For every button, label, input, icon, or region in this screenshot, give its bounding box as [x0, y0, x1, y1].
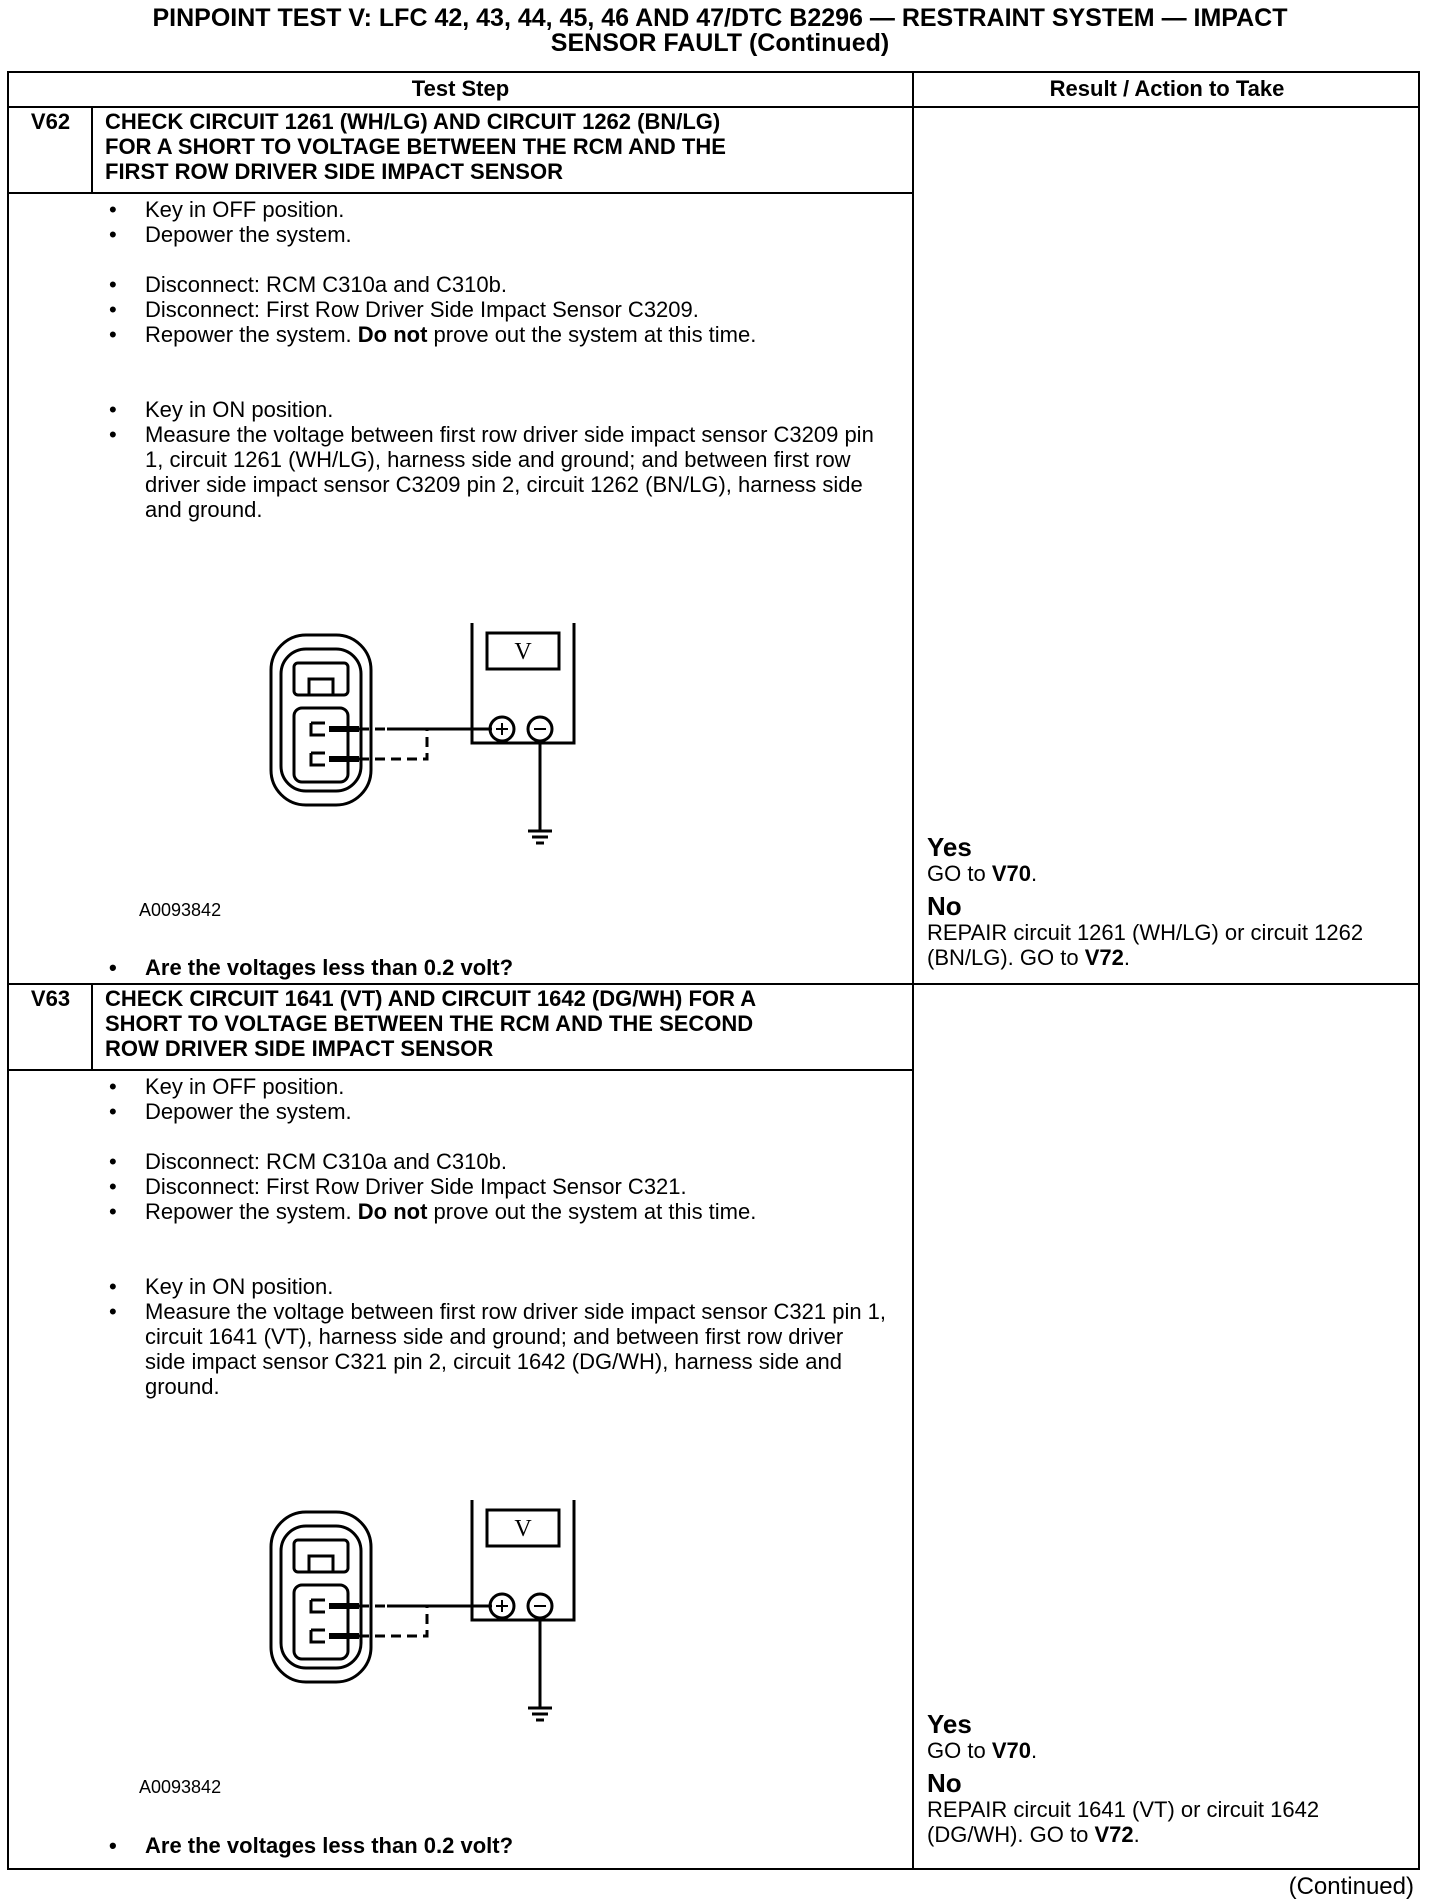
instruction-item: • Depower the system. — [109, 1099, 889, 1124]
yes-label: Yes — [927, 1709, 972, 1739]
step-result — [927, 1710, 1407, 1853]
no-label: No — [927, 1768, 962, 1798]
result-no: No REPAIR circuit 1261 (WH/LG) or circuit 1262 (BN/LG). GO to V72. — [927, 892, 1407, 970]
ground-icon — [528, 831, 552, 843]
no-text: REPAIR circuit 1641 (VT) or circuit 1642 (DG/WH). GO to — [927, 1797, 1320, 1847]
yes-text: GO to — [927, 1738, 986, 1763]
step-question — [109, 955, 513, 981]
result-no: No REPAIR circuit 1641 (VT) or circuit 1642 (DG/WH). GO to V72. — [927, 1769, 1407, 1847]
instruction-item: • Disconnect: RCM C310a and C310b. — [109, 272, 889, 297]
ground-icon — [528, 1708, 552, 1720]
probe-icon — [329, 1606, 359, 1636]
instruction-item: • Disconnect: RCM C310a and C310b. — [109, 1149, 889, 1174]
instruction-item: • Key in ON position. — [109, 397, 889, 422]
instruction-item: • Disconnect: First Row Driver Side Impact Sensor C321. — [109, 1174, 889, 1199]
instruction-item — [109, 1199, 889, 1224]
instruction-item: • Disconnect: First Row Driver Side Impact Sensor C3209. — [109, 297, 889, 322]
no-label: No — [927, 891, 962, 921]
continued-note: (Continued) — [1288, 1873, 1414, 1900]
no-target-link[interactable]: V72 — [1084, 945, 1124, 970]
instruction-item: • Key in OFF position. — [109, 1074, 889, 1099]
instruction-text: prove out the system at this time. — [433, 322, 757, 347]
step-title-line: SHORT TO VOLTAGE BETWEEN THE RCM AND THE SECOND — [105, 1011, 754, 1036]
header-divider — [9, 106, 1420, 108]
step-title-line: CHECK CIRCUIT 1641 (VT) AND CIRCUIT 1642 (DG/WH) FOR A — [105, 986, 757, 1011]
result-yes: Yes GO to V70. — [927, 1710, 1407, 1763]
instruction-emphasis: Do not — [357, 1199, 428, 1224]
step-id: V63 — [30, 986, 71, 1011]
page-title — [0, 6, 1440, 56]
step-instructions — [109, 197, 889, 522]
column-divider — [912, 73, 914, 1868]
voltmeter-diagram — [259, 1500, 629, 1740]
instruction-text: Repower the system. — [145, 322, 352, 347]
yes-text: GO to — [927, 861, 986, 886]
meter-label: V — [514, 639, 532, 665]
question-text: Are the voltages less than 0.2 volt? — [145, 955, 514, 980]
step-question — [109, 1833, 513, 1859]
instruction-emphasis: Do not — [357, 322, 428, 347]
figure-id: A0093842 — [139, 900, 222, 920]
yes-target-link[interactable]: V70 — [991, 861, 1031, 886]
step-title — [105, 109, 726, 184]
header-test-step: Test Step — [411, 76, 510, 101]
page-title-line-1: PINPOINT TEST V: LFC 42, 43, 44, 45, 46 AND 47/DTC B2296 — RESTRAINT SYSTEM — IMPACT — [152, 4, 1288, 32]
voltmeter-diagram — [259, 623, 629, 863]
meter-label: V — [514, 1516, 532, 1542]
step-result — [927, 833, 1407, 976]
step-title — [105, 986, 756, 1061]
probe-icon — [329, 729, 359, 759]
yes-label: Yes — [927, 832, 972, 862]
figure-id: A0093842 — [139, 1777, 222, 1797]
instruction-item: • Depower the system. — [109, 222, 889, 247]
step-title-line: FOR A SHORT TO VOLTAGE BETWEEN THE RCM AND THE — [105, 134, 726, 159]
no-text: REPAIR circuit 1261 (WH/LG) or circuit 1262 (BN/LG). GO to — [927, 920, 1364, 970]
instruction-item — [109, 322, 889, 347]
page-title-line-2: SENSOR FAULT (Continued) — [550, 29, 890, 57]
yes-target-link[interactable]: V70 — [991, 1738, 1031, 1763]
instruction-text: Repower the system. — [145, 1199, 352, 1224]
instruction-item: • Measure the voltage between first row driver side impact sensor C321 pin 1, circuit 1641 (VT), harness side and ground; and between first row driver side impact sensor C321 pin 2, circuit 1642 (DG/WH), harness side and ground. — [109, 1299, 889, 1399]
step-divider — [9, 983, 1420, 985]
no-target-link[interactable]: V72 — [1094, 1822, 1134, 1847]
step-instructions — [109, 1074, 889, 1399]
instruction-item: • Measure the voltage between first row driver side impact sensor C3209 pin 1, circuit 1261 (WH/LG), harness side and ground; and between first row driver side impact sensor C3209 pin 2, circuit 1262 (BN/LG), harness side and ground. — [109, 422, 889, 522]
step-title-divider — [9, 1069, 912, 1071]
instruction-item: • Key in OFF position. — [109, 197, 889, 222]
step-title-divider — [9, 192, 912, 194]
instruction-item: • Key in ON position. — [109, 1274, 889, 1299]
step-title-line: FIRST ROW DRIVER SIDE IMPACT SENSOR — [105, 159, 563, 184]
step-title-line: CHECK CIRCUIT 1261 (WH/LG) AND CIRCUIT 1262 (BN/LG) — [105, 109, 721, 134]
result-yes: Yes GO to V70. — [927, 833, 1407, 886]
pinpoint-test-table — [7, 71, 1420, 1870]
step-id: V62 — [30, 109, 71, 134]
header-result: Result / Action to Take — [1049, 76, 1285, 101]
instruction-text: prove out the system at this time. — [433, 1199, 757, 1224]
step-title-line: ROW DRIVER SIDE IMPACT SENSOR — [105, 1036, 494, 1061]
question-text: Are the voltages less than 0.2 volt? — [145, 1833, 514, 1858]
